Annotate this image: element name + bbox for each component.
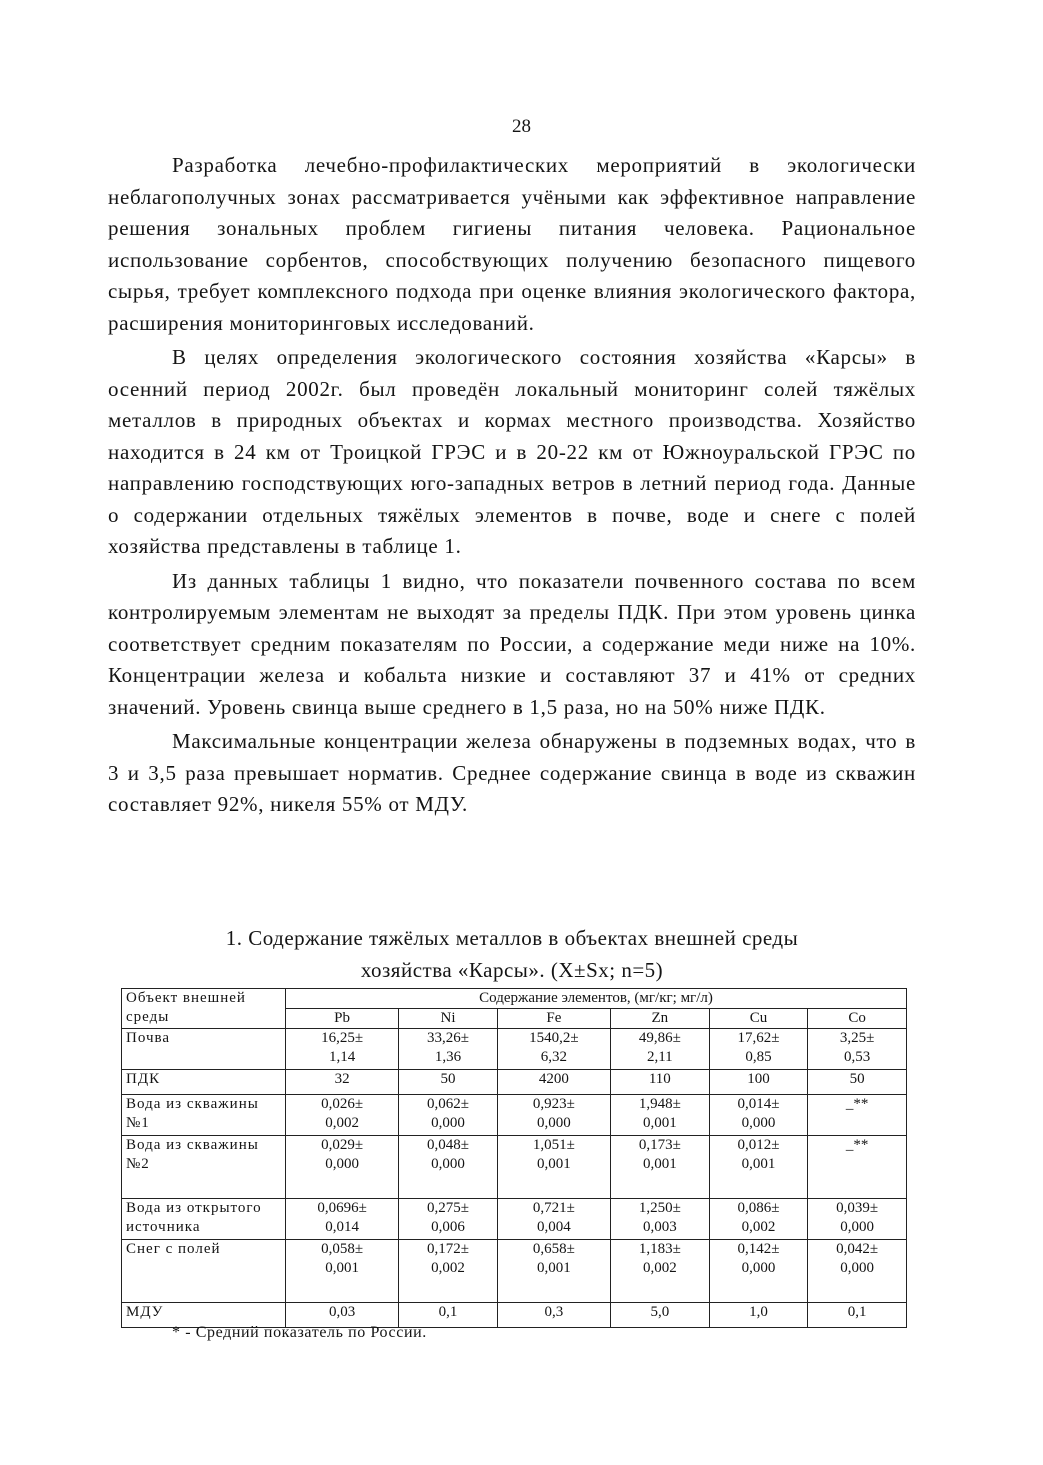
table-cell [808,1199,907,1240]
cell-value: 0,000 [431,1115,465,1131]
table-cell [808,1029,907,1070]
table-cell [497,1199,610,1240]
cell-value: 0,000 [741,1260,776,1276]
table-cell [808,1240,907,1303]
cell-value: 0,001 [537,1156,571,1172]
footnote: * - Средний показатель по России. [172,1324,427,1341]
table-cell [497,1303,610,1328]
cell-value: 0,658± [532,1241,575,1257]
cell-value: 50 [440,1071,456,1087]
table-cell [399,1070,498,1095]
table-cell [399,1136,498,1199]
table-cell [709,1136,808,1199]
table-row [122,1095,907,1136]
row-label: Почва [122,1029,286,1070]
row-label: Вода из скважины №1 [122,1095,286,1136]
table-row [122,1136,907,1199]
cell-value: 0,275± [427,1200,469,1216]
cell-value: 0,048± [427,1137,469,1153]
cell-value: 1,183± [638,1241,681,1257]
cell-value: 0,012± [737,1137,780,1153]
cell-value: 49,86± [638,1030,681,1046]
table-cell [611,1199,710,1240]
cell-value: 0,002 [325,1115,359,1131]
cell-value: 0,004 [537,1219,571,1235]
cell-value: _** [845,1096,869,1112]
table-row [122,1199,907,1240]
cell-value: 17,62± [737,1030,780,1046]
cell-value: 50 [849,1071,865,1087]
column-header-ni: Ni [399,1009,498,1029]
cell-value: 0,002 [642,1260,677,1276]
cell-value: 0,058± [321,1241,364,1257]
cell-value: 1540,2± [529,1030,579,1046]
cell-value: 1,051± [532,1137,575,1153]
column-header-co: Co [808,1009,907,1029]
table-cell [808,1136,907,1199]
table-cell [399,1095,498,1136]
group-header: Содержание элементов, (мг/кг; мг/л) [286,989,907,1009]
table-cell [286,1240,399,1303]
paragraph-1: Разработка лечебно-профилактических мероприятий в экологически неблагополучных зонах рассматривается учёными как эффективное направление решения зональных проблем гигиены питания человека. Рациональное использование сорбентов, способствующих получению безопасного пищевого сырья, требует комплексного подхода при оценке влияния экологического фактора, расширения мониторинговых исследований. [108,153,916,335]
cell-value: 0,923± [532,1096,575,1112]
cell-value: 0,0696± [317,1200,367,1216]
cell-value: 0,001 [537,1260,571,1276]
cell-value: 0,006 [431,1219,465,1235]
table-row [122,1029,907,1070]
paragraph-2: В целях определения экологического состояния хозяйства «Карсы» в осенний период 2002г. был проведён локальный мониторинг солей тяжёлых металлов в природных объектах и кормах местного производства. Хозяйство находится в 24 км от Троицкой ГРЭС и в 20-22 км от Южноуральской ГРЭС по направлению господствующих юго-западных ветров в летний период года. Данные о содержании отдельных тяжёлых элементов в почве, воде и снеге с полей хозяйства представлены в таблице 1. [108,345,916,558]
table-row [122,1240,907,1303]
column-header-zn: Zn [611,1009,710,1029]
table-cell [286,1199,399,1240]
table-cell [497,1240,610,1303]
row-label: МДУ [122,1303,286,1328]
page-number: 28 [512,116,531,137]
table-cell [611,1303,710,1328]
cell-value: 0,001 [741,1156,776,1172]
table-cell [497,1136,610,1199]
cell-value: 16,25± [321,1030,364,1046]
cell-value: 0,000 [741,1115,776,1131]
row-label: Снег с полей [122,1240,286,1303]
cell-value: 3,25± [839,1030,875,1046]
table-cell [709,1095,808,1136]
cell-value: 1,36 [434,1049,462,1065]
table-cell [709,1070,808,1095]
cell-value: 0,042± [836,1241,879,1257]
table-cell [497,1029,610,1070]
column-header-cu: Cu [709,1009,808,1029]
table-cell [611,1095,710,1136]
table-cell [611,1240,710,1303]
table-cell [808,1095,907,1136]
table-cell [611,1029,710,1070]
cell-value: 6,32 [540,1049,568,1065]
cell-value: 0,029± [321,1137,364,1153]
table-cell [808,1303,907,1328]
cell-value: 0,002 [741,1219,776,1235]
cell-value: 1,0 [749,1304,768,1320]
cell-value: 0,001 [325,1260,359,1276]
cell-value: 0,003 [642,1219,677,1235]
cell-value: 0,002 [431,1260,465,1276]
cell-value: 0,721± [532,1200,575,1216]
cell-value: 1,14 [328,1049,356,1065]
cell-value: 0,85 [745,1049,772,1065]
cell-value: 0,1 [847,1304,867,1320]
column-header-fe: Fe [497,1009,610,1029]
table-cell [808,1070,907,1095]
table-cell [709,1240,808,1303]
cell-value: 32 [334,1071,350,1087]
table-cell [709,1029,808,1070]
table-cell [497,1070,610,1095]
table-cell [611,1070,710,1095]
cell-value: 0,53 [844,1049,871,1065]
cell-value: 0,000 [431,1156,465,1172]
cell-value: 5,0 [650,1304,670,1320]
table-caption [108,922,916,986]
body-text [108,150,916,821]
cell-value: 0,142± [737,1241,780,1257]
cell-value: 0,3 [544,1304,564,1320]
cell-value: _** [845,1137,869,1153]
cell-value: 0,001 [642,1156,677,1172]
cell-value: 0,000 [840,1260,875,1276]
cell-value: 0,001 [642,1115,677,1131]
table-cell [611,1136,710,1199]
cell-value: 0,014± [737,1096,780,1112]
table-cell [709,1303,808,1328]
table-cell [286,1070,399,1095]
cell-value: 0,014 [325,1219,359,1235]
cell-value: 0,000 [325,1156,359,1172]
cell-value: 0,039± [836,1200,879,1216]
row-label: Вода из скважины №2 [122,1136,286,1199]
cell-value: 0,000 [537,1115,571,1131]
paragraph-4: Максимальные концентрации железа обнаружены в подземных водах, что в 3 и 3,5 раза превышает норматив. Среднее содержание свинца в воде из скважин составляет 92%, никеля 55% от МДУ. [108,729,916,816]
table-cell [286,1136,399,1199]
cell-value: 100 [747,1071,770,1087]
cell-value: 33,26± [427,1030,469,1046]
cell-value: 110 [648,1071,671,1087]
paragraph-3: Из данных таблицы 1 видно, что показатели почвенного состава по всем контролируемым элементам не выходят за пределы ПДК. При этом уровень цинка соответствует средним показателям по России, а содержание меди ниже на 10%. Концентрации железа и кобальта низкие и составляют 37 и 41% от средних значений. Уровень свинца выше среднего в 1,5 раза, но на 50% ниже ПДК. [108,568,916,719]
cell-value: 0,03 [328,1304,356,1320]
table-body [122,1029,907,1328]
cell-value: 1,250± [638,1200,681,1216]
cell-value: 0,026± [321,1096,364,1112]
cell-value: 1,948± [638,1096,681,1112]
row-label: ПДК [122,1070,286,1095]
table-cell [286,1029,399,1070]
table-cell [497,1095,610,1136]
object-header: Объект внешней среды [122,989,286,1029]
caption-line-1: 1. Содержание тяжёлых металлов в объектах внешней среды [225,926,799,950]
metals-table [121,988,907,1328]
table-cell [709,1199,808,1240]
table-cell [399,1029,498,1070]
caption-line-2: хозяйства «Карсы». (X±Sx; n=5) [360,958,664,982]
cell-value: 0,086± [737,1200,780,1216]
table-row [122,1070,907,1095]
cell-value: 2,11 [646,1049,673,1065]
table-cell [286,1095,399,1136]
table-cell [399,1240,498,1303]
cell-value: 0,173± [638,1137,681,1153]
cell-value: 0,172± [427,1241,469,1257]
column-header-pb: Pb [286,1009,399,1029]
table-cell [399,1199,498,1240]
cell-value: 4200 [538,1071,569,1087]
row-label: Вода из открытого источника [122,1199,286,1240]
cell-value: 0,000 [840,1219,875,1235]
cell-value: 0,1 [438,1304,458,1320]
cell-value: 0,062± [427,1096,469,1112]
